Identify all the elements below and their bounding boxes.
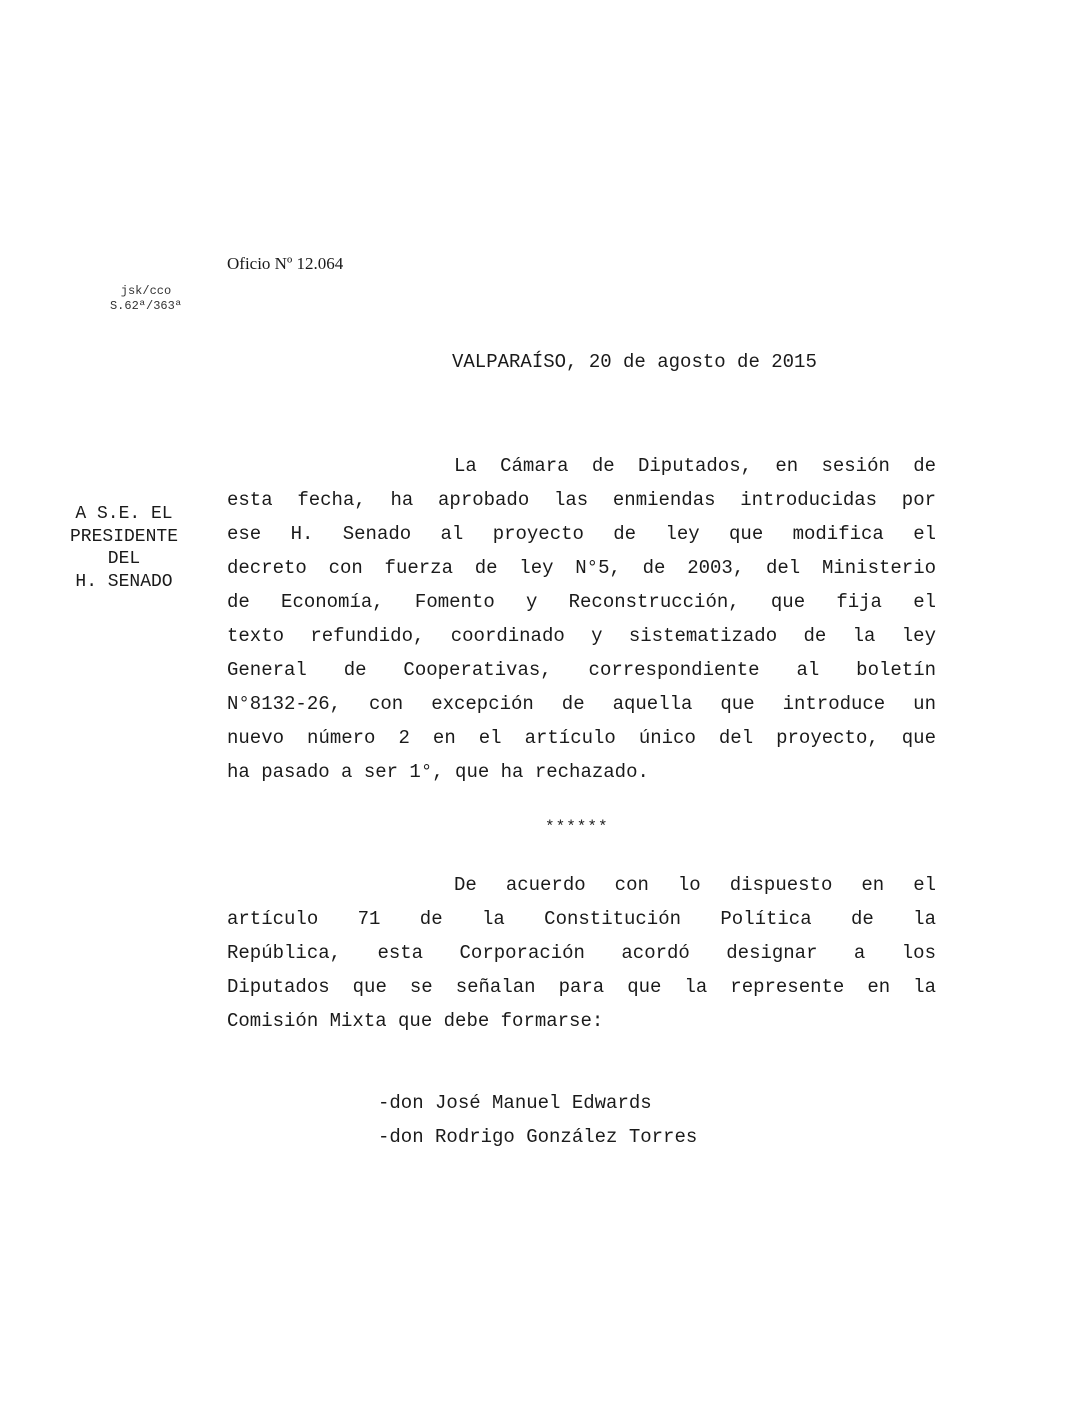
approval-paragraph [227,449,936,789]
reference-initials [86,284,206,314]
paragraph-line: decreto con fuerza de ley N°5, de 2003, del Ministerio [227,557,936,579]
paragraph-line: ese H. Senado al proyecto de ley que modifica el [227,523,936,545]
recipient-block [50,503,198,593]
initials-line: jsk/cco [120,284,172,298]
commission-paragraph [227,868,936,1038]
deputies-list [378,1086,697,1154]
paragraph-line: De acuerdo con lo dispuesto en el [454,874,936,896]
session-line: S.62ª/363ª [109,299,182,313]
paragraph-line: Comisión Mixta que debe formarse: [227,1010,604,1032]
deputy-item: -don José Manuel Edwards [378,1092,652,1114]
paragraph-line: artículo 71 de la Constitución Política de la [227,908,936,930]
recipient-line: H. SENADO [75,571,173,592]
paragraph-line: esta fecha, ha aprobado las enmiendas introducidas por [227,489,936,511]
date-line: VALPARAÍSO, 20 de agosto de 2015 [452,351,817,373]
paragraph-line: de Economía, Fomento y Reconstrucción, que fija el [227,591,936,613]
deputy-item: -don Rodrigo González Torres [378,1126,698,1148]
oficio-number: Oficio Nº 12.064 [227,254,344,273]
paragraph-line: General de Cooperativas, correspondiente al boletín [227,659,936,681]
paragraph-line: texto refundido, coordinado y sistematizado de la ley [227,625,936,647]
paragraph-line: nuevo número 2 en el artículo único del proyecto, que [227,727,936,749]
recipient-line: A S.E. EL [75,504,173,524]
paragraph-line: ha pasado a ser 1°, que ha rechazado. [227,761,649,783]
paragraph-line: República, esta Corporación acordó designar a los [227,942,936,964]
paragraph-line: Diputados que se señalan para que la represente en la [227,976,936,998]
section-separator: ****** [545,818,609,836]
paragraph-line: La Cámara de Diputados, en sesión de [454,455,936,477]
paragraph-line: N°8132-26, con excepción de aquella que introduce un [227,693,936,715]
recipient-line: PRESIDENTE [69,526,179,547]
recipient-line: DEL [107,549,141,569]
